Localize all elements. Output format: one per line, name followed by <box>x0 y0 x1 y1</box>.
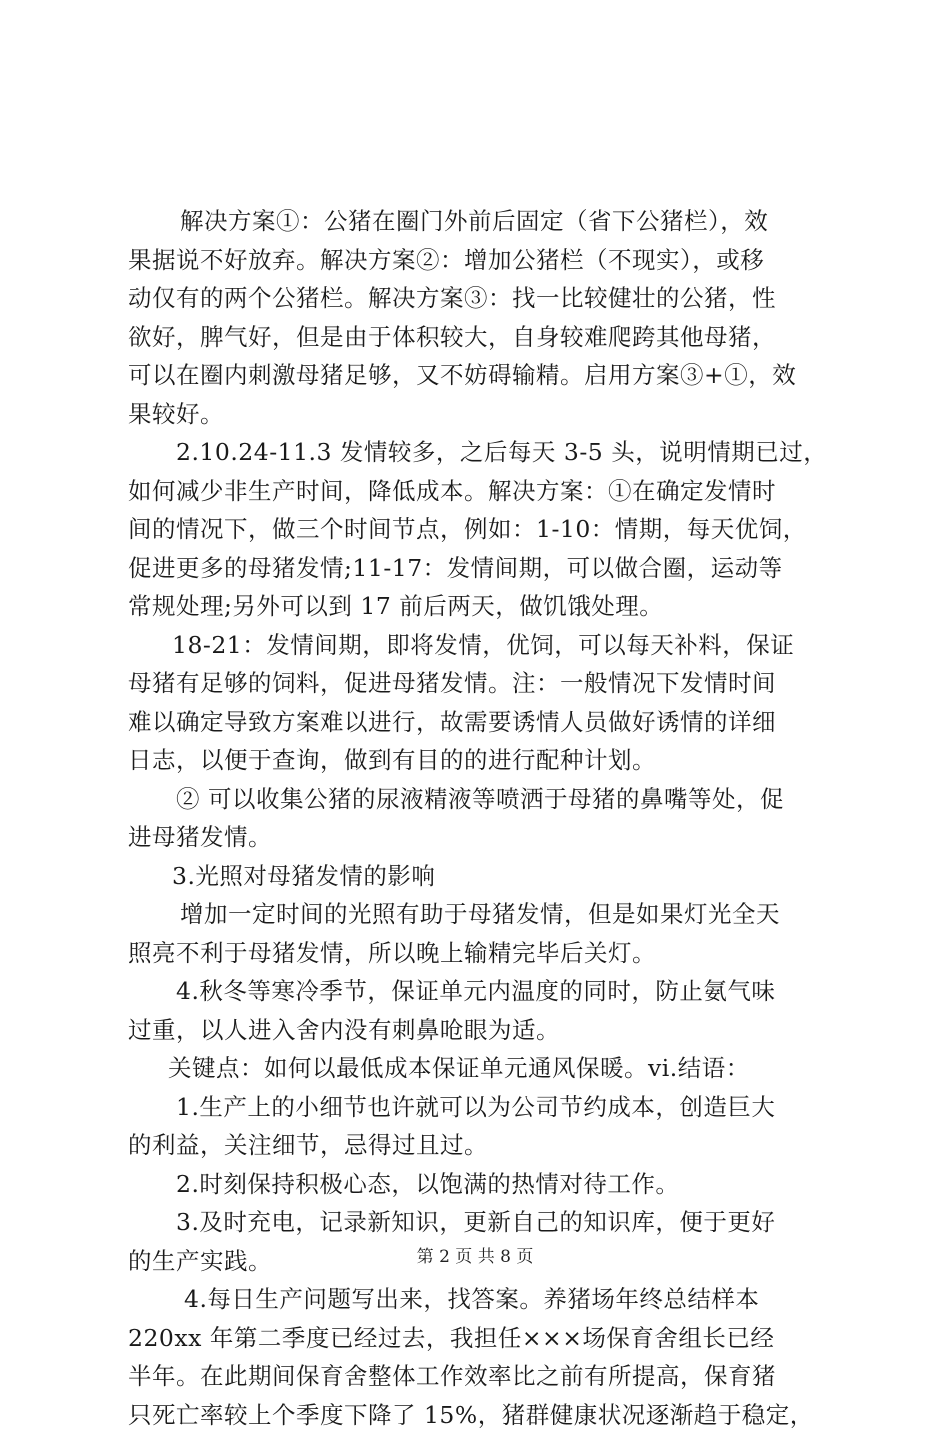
text-line: 进母猪发情。 <box>128 818 828 857</box>
text-line: 关键点：如何以最低成本保证单元通风保暖。vi.结语： <box>128 1049 828 1088</box>
section-heading: 3.光照对母猪发情的影响 <box>128 857 828 896</box>
text-line: 4.秋冬等寒冷季节，保证单元内温度的同时，防止氨气味 <box>128 972 828 1011</box>
page-number: 第 2 页 共 8 页 <box>417 1247 534 1267</box>
text-line: 母猪有足够的饲料，促进母猪发情。注：一般情况下发情时间 <box>128 664 828 703</box>
text-line: 的生产实践。 <box>128 1242 828 1281</box>
text-line: 日志，以便于查询，做到有目的的进行配种计划。 <box>128 741 828 780</box>
text-line: 果较好。 <box>128 395 828 434</box>
text-line: 18-21：发情间期，即将发情，优饲，可以每天补料，保证 <box>128 626 828 665</box>
text-line: 4.每日生产问题写出来，找答案。养猪场年终总结样本 <box>128 1280 828 1319</box>
text-line: 动仅有的两个公猪栏。解决方案③：找一比较健壮的公猪，性 <box>128 279 828 318</box>
text-line: 果据说不好放弃。解决方案②：增加公猪栏（不现实），或移 <box>128 241 828 280</box>
text-line: 2.10.24-11.3 发情较多，之后每天 3-5 头，说明情期已过， <box>128 433 828 472</box>
text-line: 220xx 年第二季度已经过去，我担任×××场保育舍组长已经 <box>128 1319 828 1358</box>
text-line: 欲好，脾气好，但是由于体积较大，自身较难爬跨其他母猪， <box>128 318 828 357</box>
text-line: 1.生产上的小细节也许就可以为公司节约成本，创造巨大 <box>128 1088 828 1127</box>
text-line: 半年。在此期间保育舍整体工作效率比之前有所提高，保育猪 <box>128 1357 828 1396</box>
text-line: 3.及时充电，记录新知识，更新自己的知识库，便于更好 <box>128 1203 828 1242</box>
text-line: 的利益，关注细节，忌得过且过。 <box>128 1126 828 1165</box>
text-line: 促进更多的母猪发情;11-17：发情间期，可以做合圈，运动等 <box>128 549 828 588</box>
text-line: 只死亡率较上个季度下降了 15%，猪群健康状况逐渐趋于稳定， <box>128 1396 828 1434</box>
page-footer <box>0 1246 950 1268</box>
text-line: 如何减少非生产时间，降低成本。解决方案：①在确定发情时 <box>128 472 828 511</box>
text-line: 2.时刻保持积极心态，以饱满的热情对待工作。 <box>128 1165 828 1204</box>
text-line: 照亮不利于母猪发情，所以晚上输精完毕后关灯。 <box>128 934 828 973</box>
text-line: 可以在圈内刺激母猪足够，又不妨碍输精。启用方案③+①，效 <box>128 356 828 395</box>
text-line: 增加一定时间的光照有助于母猪发情，但是如果灯光全天 <box>128 895 828 934</box>
text-line: ② 可以收集公猪的尿液精液等喷洒于母猪的鼻嘴等处，促 <box>128 780 828 819</box>
text-line: 过重，以人进入舍内没有刺鼻呛眼为适。 <box>128 1011 828 1050</box>
text-line: 解决方案①：公猪在圈门外前后固定（省下公猪栏），效 <box>128 202 828 241</box>
text-line: 间的情况下，做三个时间节点，例如：1-10：情期，每天优饲， <box>128 510 828 549</box>
text-line: 难以确定导致方案难以进行，故需要诱情人员做好诱情的详细 <box>128 703 828 742</box>
text-line: 常规处理;另外可以到 17 前后两天，做饥饿处理。 <box>128 587 828 626</box>
